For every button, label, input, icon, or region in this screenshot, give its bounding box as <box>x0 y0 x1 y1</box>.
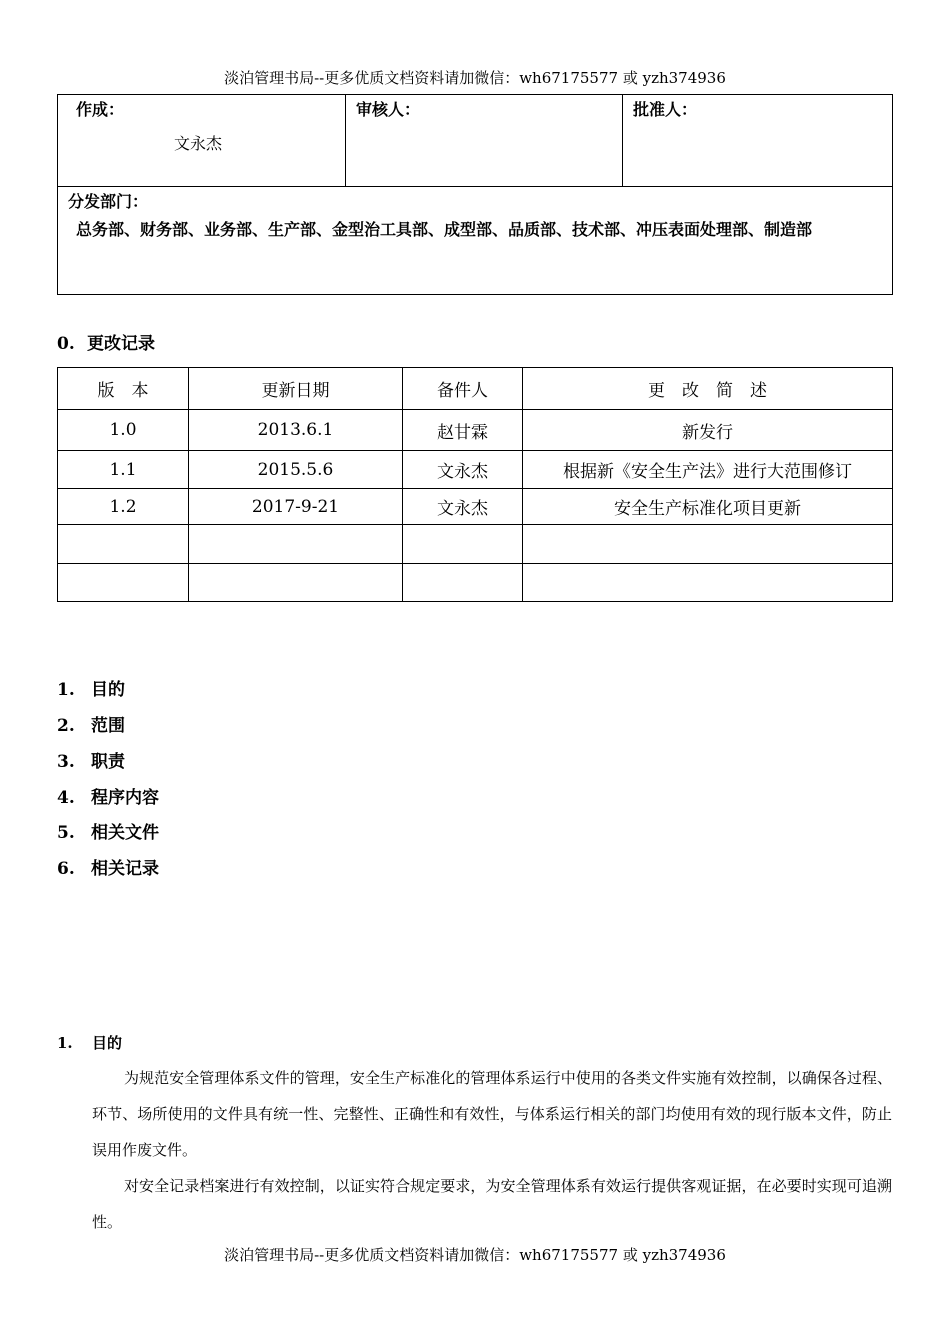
header-date: 更新日期 <box>189 368 403 410</box>
toc-item-purpose: 1. 目的 <box>57 680 125 700</box>
author-label: 作成： <box>76 100 125 119</box>
table-row <box>58 410 893 451</box>
table-header-row <box>58 368 893 410</box>
cell-summary: 根据新《安全生产法》进行大范围修订 <box>523 451 893 489</box>
cell-date <box>189 564 403 602</box>
toc-item-responsibility: 3. 职责 <box>57 752 125 772</box>
toc-item-procedure: 4. 程序内容 <box>57 788 159 808</box>
table-row <box>58 564 893 602</box>
cell-summary: 安全生产标准化项目更新 <box>523 489 893 525</box>
footer-watermark: 淡泊管理书局--更多优质文档资料请加微信：wh67175577 或 yzh374936 <box>224 1246 726 1264</box>
toc-item-scope: 2. 范围 <box>57 716 125 736</box>
author-cell <box>58 95 346 187</box>
cell-date <box>189 525 403 564</box>
header-summary: 更 改 简 述 <box>523 368 893 410</box>
reviewer-cell <box>346 95 623 187</box>
section-1-title: 1. 目的 <box>57 1034 123 1052</box>
approver-cell <box>623 95 893 187</box>
cell-version: 1.0 <box>58 410 189 451</box>
table-row <box>58 489 893 525</box>
cell-person: 赵甘霖 <box>403 410 523 451</box>
signature-table <box>57 94 893 295</box>
approver-label: 批准人： <box>633 100 698 119</box>
cell-date: 2015.5.6 <box>189 451 403 489</box>
table-row <box>58 525 893 564</box>
distribution-value: 总务部、财务部、业务部、生产部、金型治工具部、成型部、品质部、技术部、冲压表面处理部、制造部 <box>76 220 813 239</box>
toc-item-related-records: 6. 相关记录 <box>57 859 159 879</box>
cell-version: 1.1 <box>58 451 189 489</box>
distribution-label: 分发部门： <box>68 192 149 211</box>
cell-date: 2017-9-21 <box>189 489 403 525</box>
header-person: 备件人 <box>403 368 523 410</box>
cell-version: 1.2 <box>58 489 189 525</box>
cell-summary: 新发行 <box>523 410 893 451</box>
cell-summary <box>523 564 893 602</box>
header-version: 版 本 <box>58 368 189 410</box>
cell-person <box>403 525 523 564</box>
distribution-cell <box>58 187 893 295</box>
cell-person: 文永杰 <box>403 489 523 525</box>
section-1-paragraph-1: 为规范安全管理体系文件的管理，安全生产标准化的管理体系运行中使用的各类文件实施有效控制，以确保各过程、环节、场所使用的文件具有统一性、完整性、正确性和有效性，与体系运行相关的部门均使用有效的现行版本文件，防止误用作废文件。 <box>92 1069 892 1159</box>
table-row <box>58 451 893 489</box>
change-record-table <box>57 367 893 602</box>
change-record-title: 0. 更改记录 <box>57 334 155 354</box>
cell-date: 2013.6.1 <box>189 410 403 451</box>
author-value: 文永杰 <box>174 134 223 153</box>
cell-version <box>58 525 189 564</box>
cell-version <box>58 564 189 602</box>
toc-item-related-docs: 5. 相关文件 <box>57 823 159 843</box>
header-watermark: 淡泊管理书局--更多优质文档资料请加微信：wh67175577 或 yzh374936 <box>224 69 726 87</box>
reviewer-label: 审核人： <box>356 100 421 119</box>
cell-person <box>403 564 523 602</box>
cell-summary <box>523 525 893 564</box>
section-1-paragraph-2: 对安全记录档案进行有效控制，以证实符合规定要求，为安全管理体系有效运行提供客观证据，在必要时实现可追溯性。 <box>92 1177 892 1231</box>
cell-person: 文永杰 <box>403 451 523 489</box>
